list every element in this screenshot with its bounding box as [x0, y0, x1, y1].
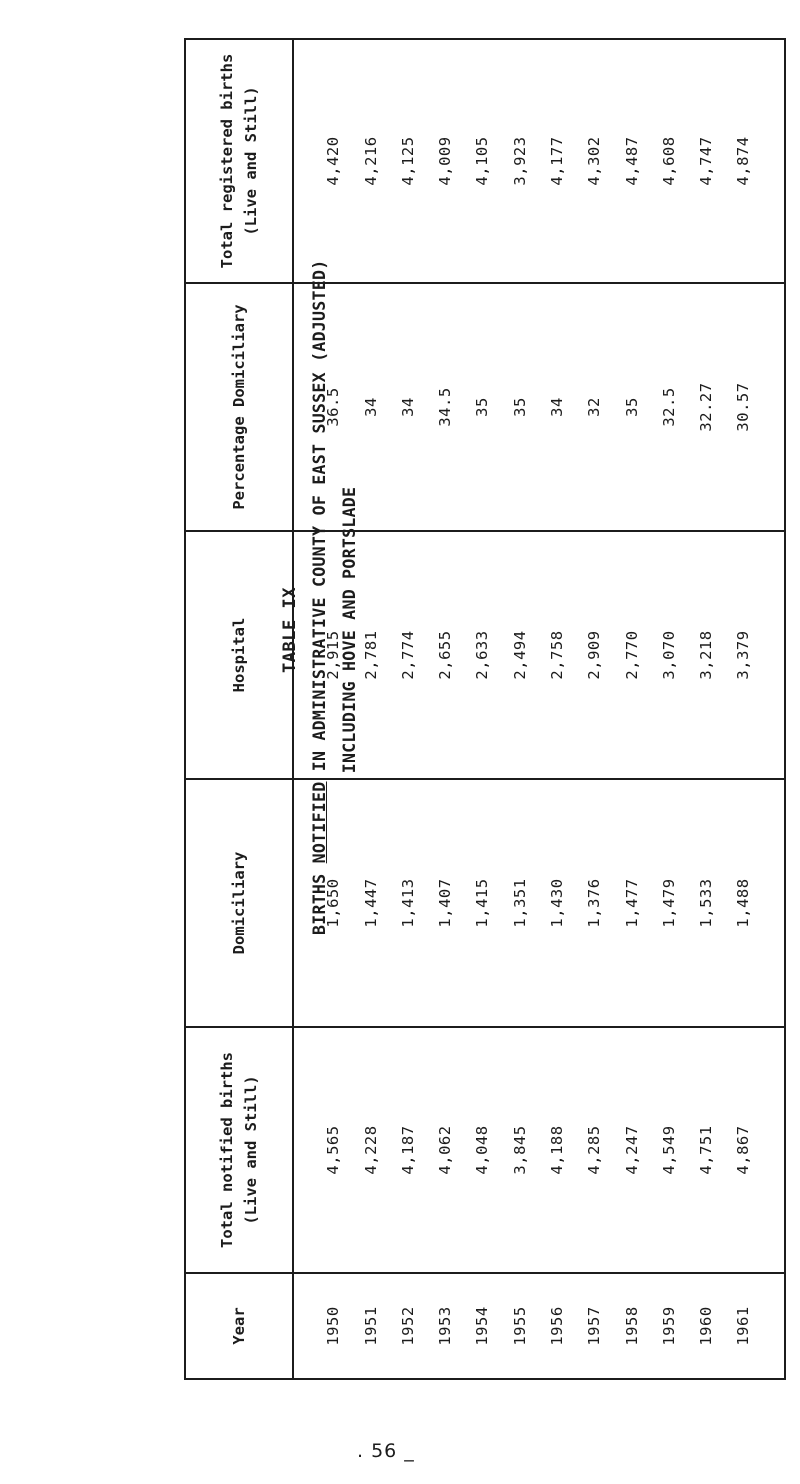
column-header-hospital: Hospital	[185, 531, 293, 779]
table-cell-hospital: 2,909	[585, 630, 604, 680]
table-cell-hospital: 3,218	[697, 630, 716, 680]
table-cell-percentage-domiciliary: 34	[361, 397, 380, 417]
table-cell-domiciliary: 1,479	[659, 878, 678, 928]
table-cell-percentage-domiciliary: 35	[510, 397, 529, 417]
table-cell-total-notified: 4,048	[473, 1125, 492, 1175]
table-cell-domiciliary: 1,351	[510, 878, 529, 928]
column-header-total-registered: Total registered births (Live and Still)	[185, 39, 293, 283]
table-cell-domiciliary: 1,413	[398, 878, 417, 928]
table-cell-hospital: 2,655	[436, 630, 455, 680]
table-cell-hospital: 2,774	[398, 630, 417, 680]
table-cell-total-notified: 4,187	[398, 1125, 417, 1175]
table-cell-domiciliary: 1,376	[585, 878, 604, 928]
table-cell-domiciliary: 1,407	[436, 878, 455, 928]
table-cell-domiciliary: 1,430	[548, 878, 566, 928]
table-cell-year: 1956	[548, 1306, 566, 1346]
table-values	[293, 39, 785, 1379]
column-total-notified-values	[293, 1027, 785, 1273]
column-header-domiciliary: Domiciliary	[185, 779, 293, 1027]
table-cell-year: 1953	[436, 1306, 455, 1346]
table-cell-total-registered: 4,009	[436, 136, 455, 186]
column-header-percentage-domiciliary: Percentage Domiciliary	[185, 283, 293, 531]
table-cell-year: 1957	[585, 1306, 604, 1346]
table-cell-total-registered: 3,923	[510, 136, 529, 186]
table-cell-total-registered: 4,125	[398, 136, 417, 186]
table-cell-total-registered: 4,216	[361, 136, 380, 186]
table-cell-domiciliary: 1,477	[622, 878, 641, 928]
column-header-year: Year	[185, 1273, 293, 1379]
column-header-total-notified: Total notified births (Live and Still)	[185, 1027, 293, 1273]
table-cell-total-registered: 4,487	[622, 136, 641, 186]
table-cell-total-notified: 4,565	[324, 1125, 343, 1175]
table-cell-total-notified: 3,845	[510, 1125, 529, 1175]
table-cell-year: 1950	[324, 1306, 343, 1346]
table-cell-total-notified: 4,285	[585, 1125, 604, 1175]
table-cell-domiciliary: 1,650	[324, 878, 343, 928]
table-cell-percentage-domiciliary: 34.5	[436, 387, 455, 427]
table-cell-hospital: 3,379	[734, 630, 753, 680]
table-cell-year: 1954	[473, 1306, 492, 1346]
table-cell-domiciliary: 1,447	[361, 878, 380, 928]
table-cell-percentage-domiciliary: 32.5	[659, 387, 678, 427]
table-cell-year: 1958	[622, 1306, 641, 1346]
table-cell-hospital: 2,915	[324, 630, 343, 680]
table-cell-total-notified: 4,549	[659, 1125, 678, 1175]
table-cell-percentage-domiciliary: 35	[622, 397, 641, 417]
page-number: . 56 _	[357, 1440, 415, 1462]
column-domiciliary-values	[293, 779, 785, 1027]
table-cell-year: 1961	[734, 1306, 753, 1346]
table-cell-total-notified: 4,867	[734, 1125, 753, 1175]
table-subtitle-line2: INCLUDING HOVE AND PORTSLADE	[340, 486, 359, 774]
table-cell-percentage-domiciliary: 35	[473, 397, 492, 417]
table-cell-percentage-domiciliary: 36.5	[324, 387, 343, 427]
table-cell-total-registered: 4,747	[697, 136, 716, 186]
table-cell-year: 1951	[361, 1306, 380, 1346]
table-cell-total-registered: 4,608	[659, 136, 678, 186]
table-cell-percentage-domiciliary: 34	[548, 397, 566, 417]
table-cell-hospital: 2,781	[361, 630, 380, 680]
table-cell-year: 1955	[510, 1306, 529, 1346]
table-cell-year: 1960	[697, 1306, 716, 1346]
table-cell-percentage-domiciliary: 32.27	[697, 382, 716, 432]
table-cell-total-notified: 4,188	[548, 1125, 566, 1175]
table-cell-total-notified: 4,062	[436, 1125, 455, 1175]
births-table	[184, 38, 786, 1380]
table-cell-domiciliary: 1,488	[734, 878, 753, 928]
table-cell-domiciliary: 1,533	[697, 878, 716, 928]
births-table-container	[184, 40, 782, 1380]
table-cell-total-registered: 4,177	[548, 136, 566, 186]
subtitle-part1: BIRTHS	[310, 863, 329, 935]
table-cell-percentage-domiciliary: 34	[398, 397, 417, 417]
subtitle-underlined-word: NOTIFIED	[310, 781, 329, 864]
table-cell-year: 1952	[398, 1306, 417, 1346]
table-cell-hospital: 3,070	[659, 630, 678, 680]
table-cell-hospital: 2,633	[473, 630, 492, 680]
column-total-registered-values	[293, 39, 785, 283]
column-percentage-domiciliary-values	[293, 283, 785, 531]
table-cell-percentage-domiciliary: 32	[585, 397, 604, 417]
table-title: TABLE IX	[280, 587, 300, 673]
table-cell-total-registered: 4,105	[473, 136, 492, 186]
subtitle-part2: IN ADMINISTRATIVE COUNTY OF EAST SUSSEX (ADJUSTED)	[310, 259, 329, 782]
table-cell-hospital: 2,758	[548, 630, 566, 680]
table-cell-total-notified: 4,228	[361, 1125, 380, 1175]
column-hospital-values	[293, 531, 785, 779]
table-cell-total-notified: 4,247	[622, 1125, 641, 1175]
table-cell-percentage-domiciliary: 30.57	[734, 382, 753, 432]
table-cell-total-notified: 4,751	[697, 1125, 716, 1175]
table-column-headers	[185, 39, 293, 1379]
table-cell-hospital: 2,494	[510, 630, 529, 680]
table-cell-domiciliary: 1,415	[473, 878, 492, 928]
table-cell-year: 1959	[659, 1306, 678, 1346]
table-cell-total-registered: 4,302	[585, 136, 604, 186]
column-year-values	[293, 1273, 785, 1379]
table-cell-hospital: 2,770	[622, 630, 641, 680]
table-cell-total-registered: 4,874	[734, 136, 753, 186]
table-cell-total-registered: 4,420	[324, 136, 343, 186]
